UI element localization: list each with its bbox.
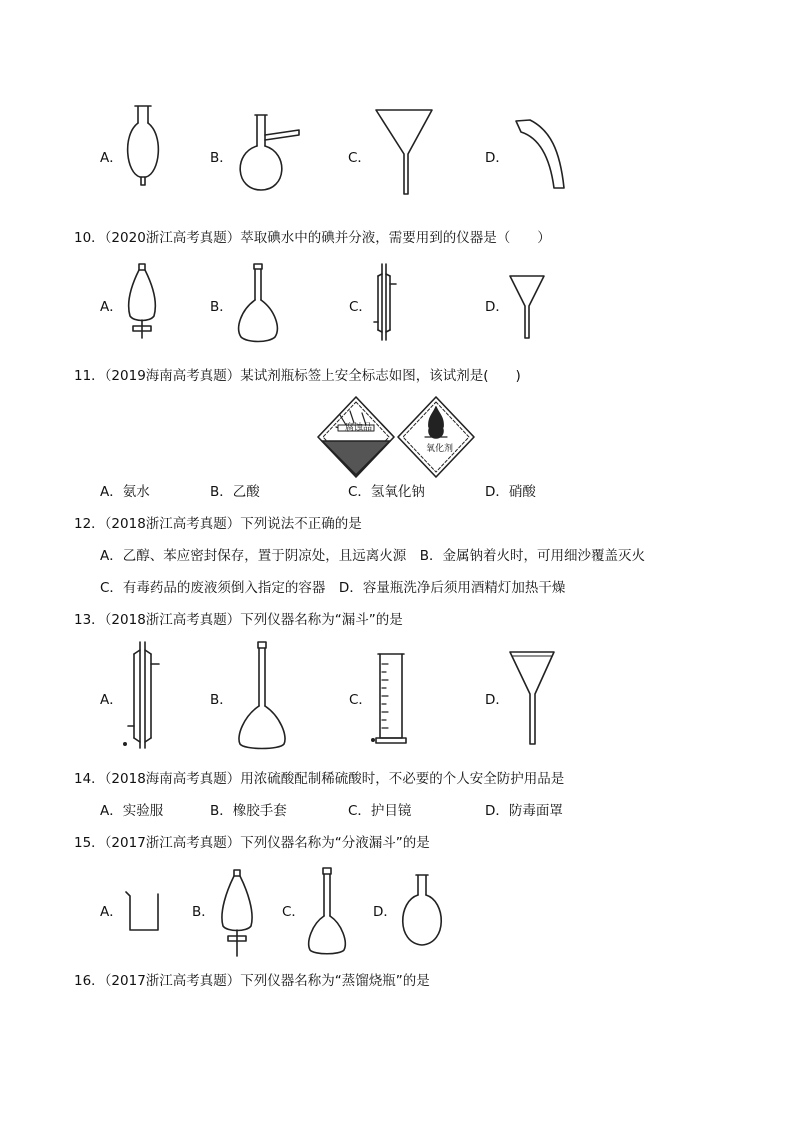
- q15-option-a-label: A．: [100, 904, 123, 920]
- volumetric-flask-icon: [233, 262, 283, 344]
- q14-stem: 14．（2018海南高考真题）用浓硫酸配制稀硫酸时，不必要的个人安全防护用品是: [74, 771, 565, 787]
- q14-option-a: A．实验服: [100, 803, 164, 819]
- q10-option-a-label: A．: [100, 299, 123, 315]
- q15-option-c-label: C．: [282, 904, 305, 920]
- oxidizer-sign-label: 氧化剂: [426, 444, 454, 454]
- q13-option-d-label: D．: [485, 692, 509, 708]
- q14-option-b: B．橡胶手套: [210, 803, 287, 819]
- q14-option-c: C．护目镜: [348, 803, 412, 819]
- q15-option-b-label: B．: [192, 904, 215, 920]
- q11-safety-signs: [318, 395, 476, 479]
- condenser-icon: [370, 262, 400, 344]
- q10-option-d-label: D．: [485, 299, 509, 315]
- q9-option-d-label: D．: [485, 150, 509, 166]
- q14-option-d: D．防毒面罩: [485, 803, 563, 819]
- q9-option-b-label: B．: [210, 150, 233, 166]
- separatory-funnel-icon: [122, 262, 162, 342]
- round-bottom-flask-icon: [396, 873, 452, 949]
- q11-option-c: C．氢氧化钠: [348, 484, 425, 500]
- q11-stem: 11．（2019海南高考真题）某试剂瓶标签上安全标志如图，该试剂是( ): [74, 368, 521, 384]
- pipette-bulb-icon: [125, 105, 165, 190]
- q12-options-line2: C．有毒药品的废液须倒入指定的容器 D．容量瓶洗净后须用酒精灯加热干燥: [100, 580, 566, 596]
- corrosive-sign-label: 腐蚀品: [345, 423, 373, 433]
- q10-option-c-label: C．: [349, 299, 372, 315]
- beaker-icon: [124, 890, 164, 936]
- separatory-funnel-icon: [215, 868, 259, 960]
- condenser-icon: [120, 640, 164, 752]
- oxidizer-sign-icon: [398, 397, 474, 477]
- q9-option-c-label: C．: [348, 150, 371, 166]
- corrosive-sign-icon: [318, 397, 394, 477]
- q9-option-a-label: A．: [100, 150, 123, 166]
- bent-tube-icon: [510, 118, 570, 193]
- q11-option-d: D．硝酸: [485, 484, 536, 500]
- graduated-cylinder-icon: [372, 650, 412, 750]
- q13-option-c-label: C．: [349, 692, 372, 708]
- q13-stem: 13．（2018浙江高考真题）下列仪器名称为“漏斗”的是: [74, 612, 403, 628]
- long-stem-funnel-icon: [374, 108, 434, 198]
- q13-option-a-label: A．: [100, 692, 123, 708]
- q15-stem: 15．（2017浙江高考真题）下列仪器名称为“分液漏斗”的是: [74, 835, 430, 851]
- volumetric-flask-icon: [234, 640, 292, 752]
- q11-option-a: A．氨水: [100, 484, 150, 500]
- q12-stem: 12．（2018浙江高考真题）下列说法不正确的是: [74, 516, 362, 532]
- funnel-icon: [508, 648, 558, 748]
- q16-stem: 16．（2017浙江高考真题）下列仪器名称为“蒸馏烧瓶”的是: [74, 973, 430, 989]
- q15-option-d-label: D．: [373, 904, 397, 920]
- q10-option-b-label: B．: [210, 299, 233, 315]
- q10-stem: 10．（2020浙江高考真题）萃取碘水中的碘并分液，需要用到的仪器是（ ）: [74, 230, 551, 246]
- q12-options-line1: A．乙醇、苯应密封保存，置于阴凉处，且远离火源 B．金属钠着火时，可用细沙覆盖灭火: [100, 548, 645, 564]
- funnel-icon: [508, 274, 548, 344]
- q11-option-b: B．乙酸: [210, 484, 260, 500]
- distilling-flask-icon: [237, 113, 302, 193]
- q13-option-b-label: B．: [210, 692, 233, 708]
- volumetric-flask-icon: [304, 866, 352, 958]
